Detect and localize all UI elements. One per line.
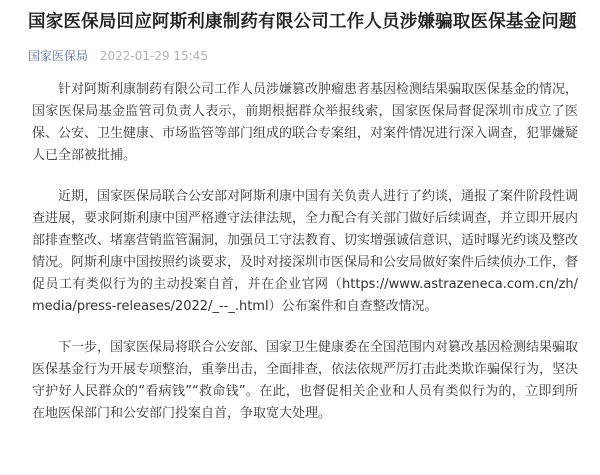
paragraph: 近期，国家医保局联合公安部对阿斯利康中国有关负责人进行了约谈，通报了案件阶段性调查进展，要求阿斯利康中国严格遵守法律法规，全力配合有关部门做好后续调查，并立即开展内部排查整改、堵塞营销监管漏洞，加强员工守法教育、切实增强诚信意识，适时曝光约谈及整改情况。阿斯利康中国按照约谈要求，及时对接深圳市医保局和公安局做好案件后续侦办工作，督促员工有类似行为的主动投案自首，并在企业官网（https://www.astrazeneca.com.cn/zh/media/press-releases/2022/_--_.html）公布案件和自查整改情况。	[32, 189, 579, 314]
article-title: 国家医保局回应阿斯利康制药有限公司工作人员涉嫌骗取医保基金问题	[28, 12, 577, 32]
article-meta	[28, 47, 578, 65]
account-name-link[interactable]: 国家医保局	[28, 49, 89, 63]
article-body	[28, 79, 578, 425]
paragraph: 下一步，国家医保局将联合公安部、国家卫生健康委在全国范围内对篡改基因检测结果骗取医保基金行为开展专项整治，重拳出击，全面排查，依法依规严厉打击此类欺诈骗保行为，坚决守护好人民群众的“看病钱”“救命钱”。在此，也督促相关企业和人员有类似行为的，立即到所在地医保部门和公安部门投案自首，争取宽大处理。	[32, 340, 579, 421]
publish-time: 2022-01-29 15:45	[99, 49, 208, 63]
paragraph: 针对阿斯利康制药有限公司工作人员涉嫌篡改肿瘤患者基因检测结果骗取医保基金的情况，国家医保局基金监管司负责人表示，前期根据群众举报线索，国家医保局督促深圳市成立了医保、公安、卫生健康、市场监管等部门组成的联合专案组，对案件情况进行深入调查，犯罪嫌疑人已全部被批捕。	[32, 82, 579, 163]
